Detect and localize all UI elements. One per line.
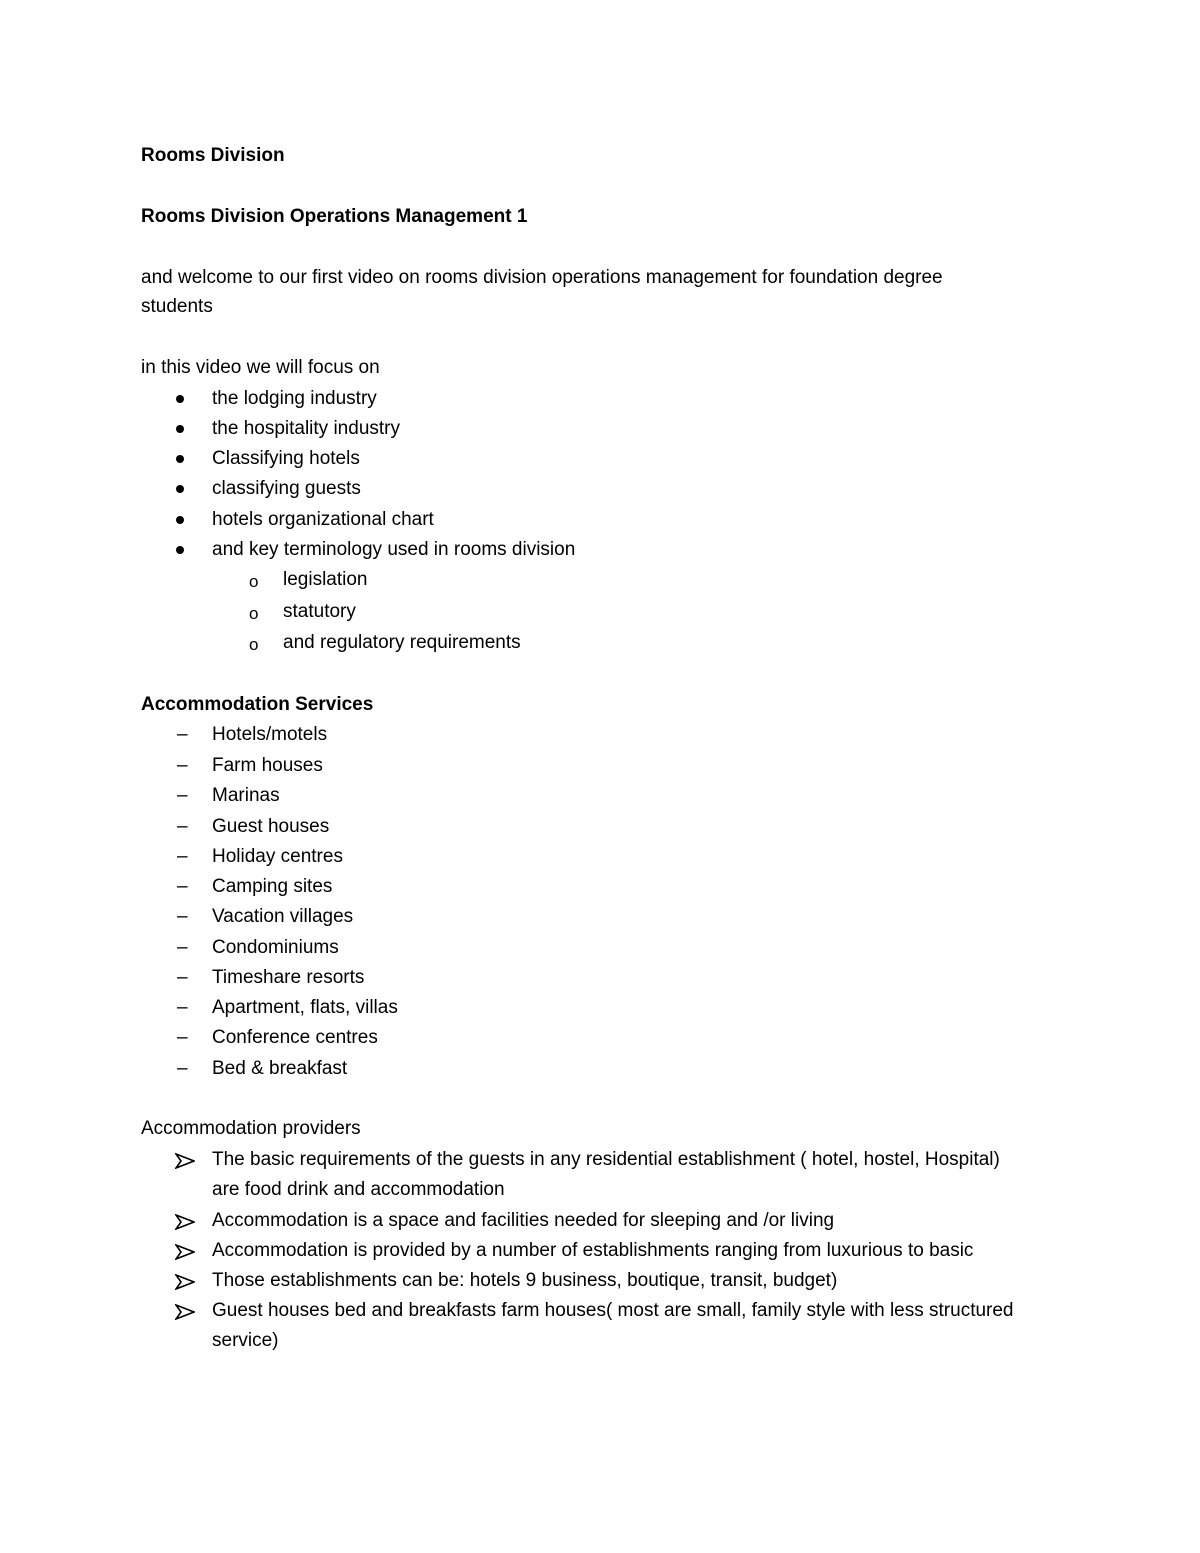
services-heading: Accommodation Services (141, 694, 374, 715)
bullet-icon (176, 395, 184, 403)
intro-line-2: students (141, 296, 213, 317)
document-page: Rooms Division Rooms Division Operations Management 1 and welcome to our first video on rooms division operations management for foundation degree students in this video we will focus on the lodging industry the hospitality industry Classifying hotels classifying guests hotels organizational chart and key terminology used in rooms division o legislation o statutory o and regulatory requirements Accommodation Services – Hotels/motels – Farm houses – Marinas – Guest houses – Holiday centres – Camping sites – Vacation villages – Condominiums – Timeshare resorts – Apartment, flats, villas – Conference centres – Bed & breakfast Accommodation providers The basic requirements of the guests in any residential establishment ( hotel, hostel, Hospital) are food drink and accommodation Accommodation is a space and facilities needed for sleeping and /or living Accommodation is provided by a number of establishments ranging from luxurious to basic Those establishments can be: hotels 9 business, boutique, transit, budget) Guest houses bed and breakfasts farm houses( most are small, family style with less structured service) (0, 0, 1200, 1553)
dash-bullet-icon: – (177, 785, 188, 806)
dash-bullet-icon: – (177, 876, 188, 897)
dash-bullet-icon: – (177, 724, 188, 745)
arrow-bullet-icon (175, 1274, 195, 1290)
providers-heading: Accommodation providers (141, 1118, 361, 1139)
document-title: Rooms Division (141, 145, 285, 166)
arrow-bullet-icon (175, 1153, 195, 1169)
arrow-bullet-icon (175, 1304, 195, 1320)
dash-bullet-icon: – (177, 816, 188, 837)
circle-bullet-icon: o (249, 604, 259, 623)
arrow-bullet-icon (175, 1244, 195, 1260)
bullet-icon (176, 546, 184, 554)
dash-bullet-icon: – (177, 846, 188, 867)
bullet-icon (176, 425, 184, 433)
bullet-icon (176, 455, 184, 463)
dash-bullet-icon: – (177, 937, 188, 958)
document-subtitle: Rooms Division Operations Management 1 (141, 206, 528, 227)
arrow-bullet-icon (175, 1214, 195, 1230)
dash-bullet-icon: – (177, 1027, 188, 1048)
circle-bullet-icon: o (249, 635, 259, 654)
dash-bullet-icon: – (177, 755, 188, 776)
bullet-icon (176, 485, 184, 493)
dash-bullet-icon: – (177, 1058, 188, 1079)
dash-bullet-icon: – (177, 997, 188, 1018)
focus-heading: in this video we will focus on (141, 357, 380, 378)
dash-bullet-icon: – (177, 906, 188, 927)
bullet-icon (176, 516, 184, 524)
dash-bullet-icon: – (177, 967, 188, 988)
intro-line-1: and welcome to our first video on rooms division operations management for foundation degree (141, 267, 943, 288)
circle-bullet-icon: o (249, 572, 259, 591)
